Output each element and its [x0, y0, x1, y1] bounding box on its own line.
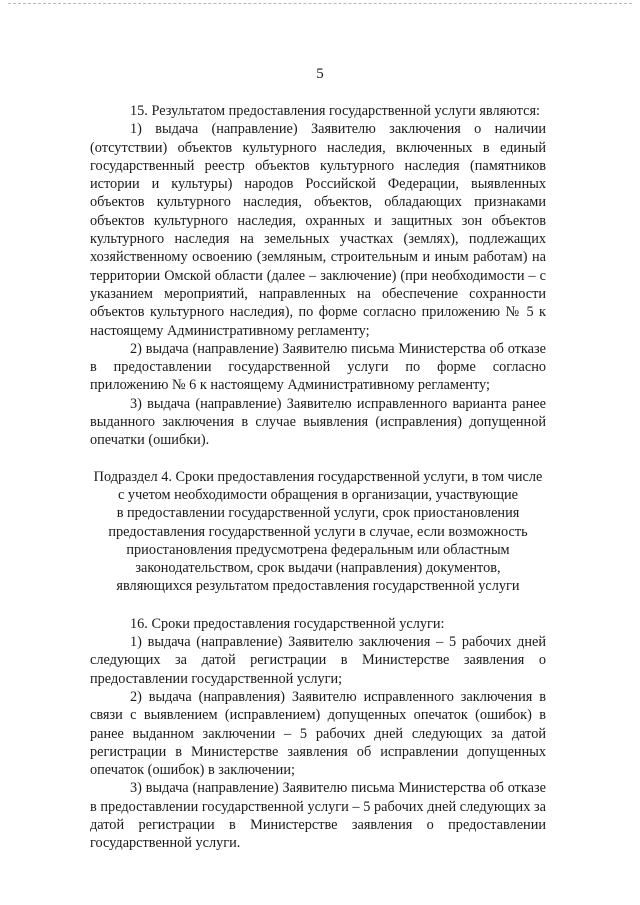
document-body [90, 102, 546, 853]
subsection-4-title-line: в предоставлении государственной услуги, срок приостановления [116, 505, 520, 522]
section-16-heading: 16. Сроки предоставления государственной услуги: [130, 615, 445, 632]
section-16-item-2: 2) выдача (направления) Заявителю исправленного заключения в связи с выявлением (исправлением) допущенных опечаток (ошибок) в ранее выданном заключении – 5 рабочих дней следующих за датой регистрации в Министерстве заявления об исправлении допущенных опечаток (ошибок) в заключении; [90, 688, 546, 779]
section-15-item-2: 2) выдача (направление) Заявителю письма Министерства об отказе в предоставлении государственной услуги по форме согласно приложению № 6 к настоящему Административному регламенту; [90, 340, 546, 394]
section-16-item-3: 3) выдача (направление) Заявителю письма Министерства об отказе в предоставлении государственной услуги – 5 рабочих дней следующих за датой регистрации в Министерстве заявления о предоставлении государственной услуги. [90, 780, 546, 852]
subsection-4-title-line: с учетом необходимости обращения в организации, участвующие [118, 486, 518, 503]
section-15-item-1: 1) выдача (направление) Заявителю заключения о наличии (отсутствии) объектов культурного наследия, включенных в единый государственный реестр объектов культурного наследия (памятников истории и культуры) народов Российской Федерации, выявленных объектов культурного наследия, объектов, обладающих признаками объектов культурного наследия, охранных и защитных зон объектов культурного наследия на земельных участках (землях), подлежащих хозяйственному освоению (земляным, строительным и иным работам) на территории Омской области (далее – заключение) (при необходимости – с указанием мероприятий, направленных на обеспечение сохранности объектов культурного наследия), по форме согласно приложению № 5 к настоящему Административному регламенту; [90, 121, 546, 339]
section-16-item-1: 1) выдача (направление) Заявителю заключения – 5 рабочих дней следующих за датой регистрации в Министерстве заявления о предоставлении государственной услуги; [90, 634, 546, 687]
page-number: 5 [316, 66, 324, 82]
subsection-4-title [90, 468, 546, 596]
subsection-4-title-line: законодательством, срок выдачи (направления) документов, [135, 560, 501, 577]
subsection-4-title-line: Подраздел 4. Сроки предоставления государственной услуги, в том числе [93, 468, 543, 485]
section-15-item-3: 3) выдача (направление) Заявителю исправленного варианта ранее выданного заключения в случае выявления (исправления) допущенной опечатки (ошибки). [90, 395, 546, 449]
subsection-4-title-line: предоставления государственной услуги в случае, если возможность [108, 523, 528, 540]
section-15-heading: 15. Результатом предоставления государственной услуги являются: [130, 103, 540, 119]
top-edge-rule [8, 3, 632, 4]
subsection-4-title-line: являющихся результатом предоставления государственной услуги [116, 578, 520, 595]
subsection-4-title-line: приостановления предусмотрена федеральным или областным [126, 541, 510, 558]
